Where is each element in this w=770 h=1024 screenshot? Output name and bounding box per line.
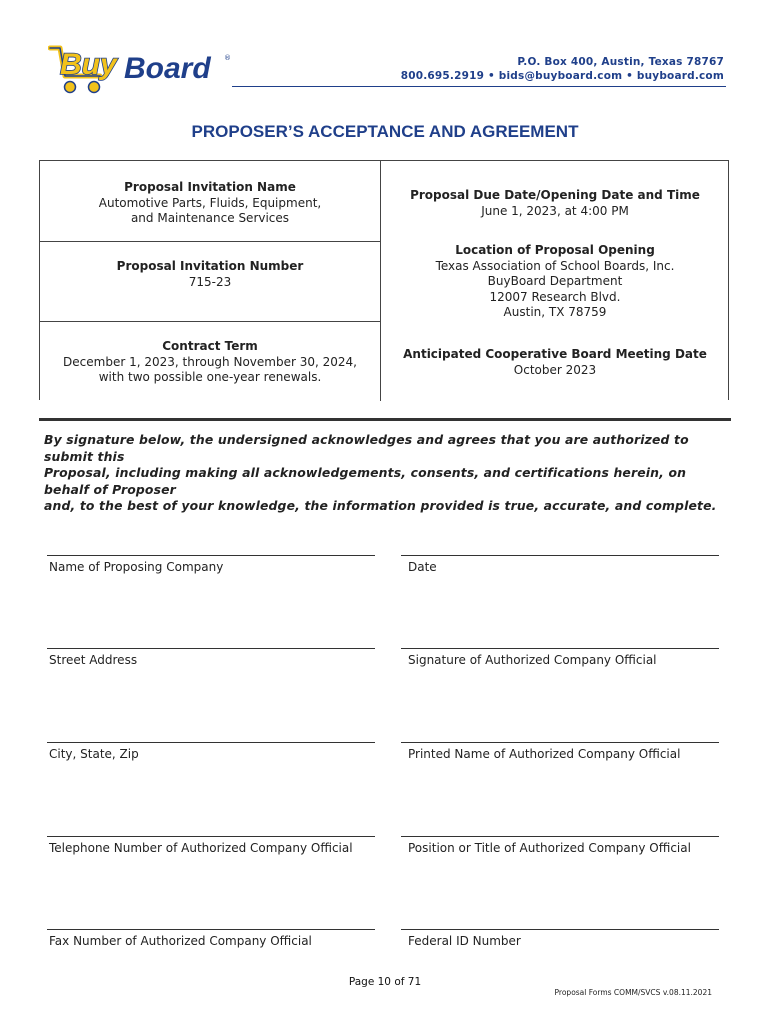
printed-name-input[interactable] — [401, 742, 719, 743]
invitation-number-cell — [40, 259, 380, 290]
printed-name-label: Printed Name of Authorized Company Official — [408, 747, 681, 761]
invitation-name-value-2: and Maintenance Services — [130, 211, 290, 225]
invitation-name-label: Proposal Invitation Name — [124, 180, 296, 194]
due-date-value: June 1, 2023, at 4:00 PM — [481, 203, 629, 218]
due-date-label: Proposal Due Date/Opening Date and Time — [410, 188, 700, 202]
invitation-name-cell — [40, 180, 380, 227]
location-label: Location of Proposal Opening — [455, 243, 655, 257]
telephone-input[interactable] — [47, 836, 375, 837]
federal-id-label: Federal ID Number — [408, 934, 521, 948]
position-title-input[interactable] — [401, 836, 719, 837]
svg-text:Buy: Buy — [60, 48, 117, 81]
statement-line-2: Proposal, including making all acknowledgements, consents, and certifications herein, on behalf of Proposer — [44, 465, 687, 497]
svg-text:Board: Board — [124, 52, 211, 85]
street-address-label: Street Address — [49, 653, 138, 667]
city-state-zip-label: City, State, Zip — [49, 747, 139, 761]
signature-label: Signature of Authorized Company Official — [408, 653, 657, 667]
signature-input[interactable] — [401, 648, 719, 649]
date-label: Date — [408, 560, 437, 574]
acknowledgement-statement — [44, 432, 734, 515]
due-date-cell — [380, 188, 730, 219]
fax-label: Fax Number of Authorized Company Official — [49, 934, 312, 948]
contract-term-value: December 1, 2023, through November 30, 2024, — [63, 354, 357, 369]
contract-term-label: Contract Term — [162, 339, 258, 353]
header-divider — [232, 86, 726, 87]
header-address: P.O. Box 400, Austin, Texas 78767 — [517, 56, 724, 68]
federal-id-input[interactable] — [401, 929, 719, 930]
invitation-number-value: 715-23 — [188, 274, 232, 289]
location-line-2: BuyBoard Department — [487, 274, 623, 288]
statement-line-3: and, to the best of your knowledge, the information provided is true, accurate, and complete. — [44, 498, 717, 513]
svg-text:®: ® — [224, 54, 231, 62]
street-address-input[interactable] — [47, 648, 375, 649]
invitation-number-label: Proposal Invitation Number — [116, 259, 304, 273]
buyboard-logo — [48, 40, 234, 100]
meeting-date-cell — [380, 347, 730, 378]
position-title-label: Position or Title of Authorized Company Official — [408, 841, 691, 855]
header-contact: 800.695.2919 • bids@buyboard.com • buyboard.com — [400, 70, 724, 82]
company-name-label: Name of Proposing Company — [49, 560, 224, 574]
invitation-name-value: Automotive Parts, Fluids, Equipment, — [98, 195, 322, 210]
location-line-1: Texas Association of School Boards, Inc. — [435, 258, 675, 273]
fax-input[interactable] — [47, 929, 375, 930]
section-divider — [39, 418, 731, 421]
meeting-date-label: Anticipated Cooperative Board Meeting Date — [403, 347, 707, 361]
city-state-zip-input[interactable] — [47, 742, 375, 743]
form-version: Proposal Forms COMM/SVCS v.08.11.2021 — [554, 988, 712, 997]
location-line-4: Austin, TX 78759 — [503, 305, 607, 319]
proposal-info-table — [39, 160, 729, 400]
meeting-date-value: October 2023 — [513, 362, 597, 377]
telephone-label: Telephone Number of Authorized Company Official — [49, 841, 353, 855]
statement-line-1: By signature below, the undersigned acknowledges and agrees that you are authorized to submit this — [44, 432, 689, 464]
company-name-input[interactable] — [47, 555, 375, 556]
contract-term-cell — [40, 339, 380, 386]
location-line-3: 12007 Research Blvd. — [489, 289, 621, 304]
page-number: Page 10 of 71 — [348, 976, 422, 988]
location-cell — [380, 243, 730, 321]
date-input[interactable] — [401, 555, 719, 556]
contract-term-value-2: with two possible one-year renewals. — [98, 370, 322, 384]
page-title: PROPOSER’S ACCEPTANCE AND AGREEMENT — [191, 122, 579, 141]
